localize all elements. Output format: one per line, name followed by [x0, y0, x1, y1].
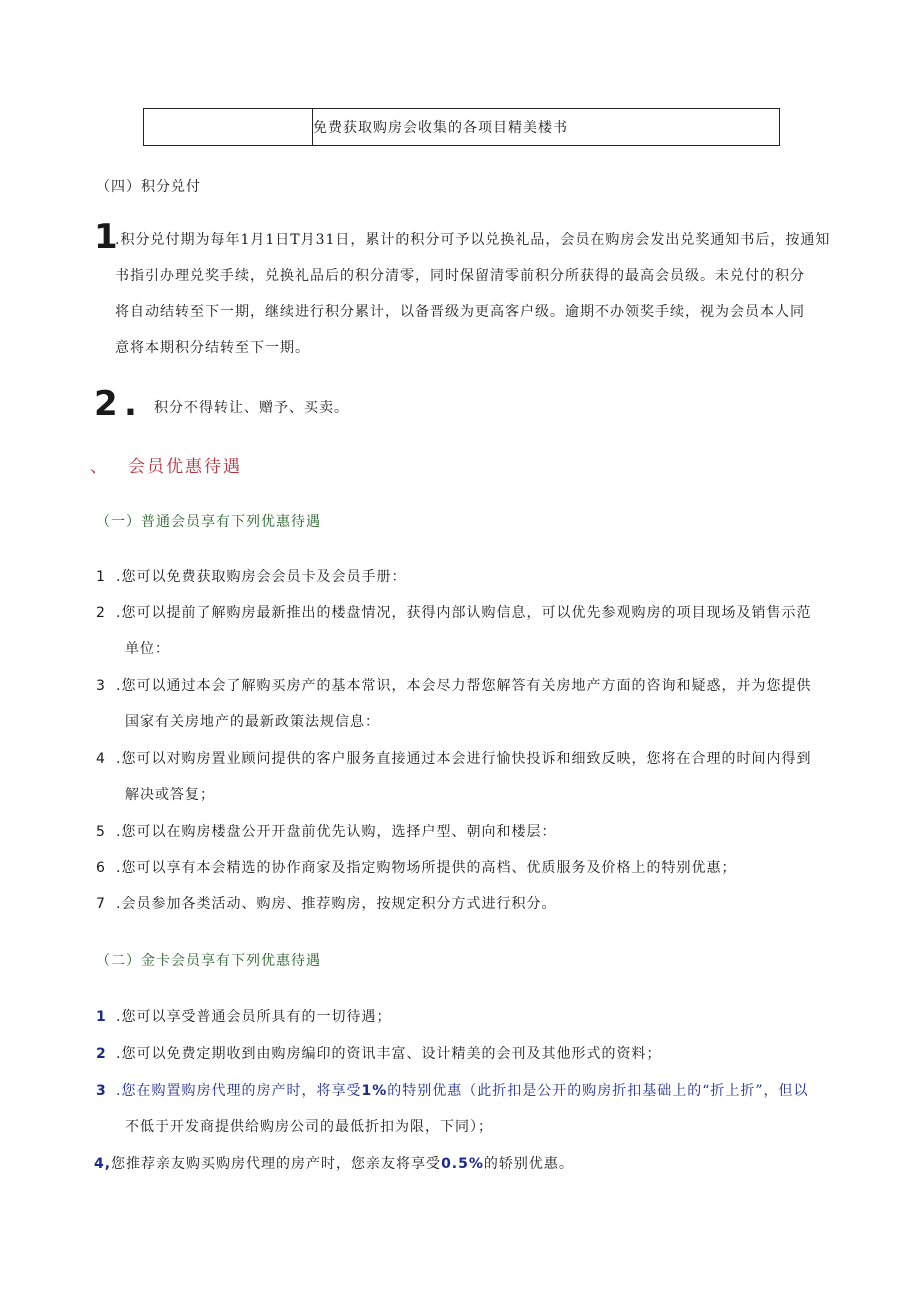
item-text-pre: .您在购置购房代理的房产时，将享受 [116, 1083, 362, 1099]
top-table [143, 108, 780, 146]
item-number-2-dot: . [124, 384, 137, 424]
gold-member-title: （二）金卡会员享有下列优惠待遇 [96, 953, 321, 969]
points-redemption-paragraph [115, 222, 855, 366]
points-no-transfer-text: 积分不得转让、赠予、买卖。 [154, 400, 349, 416]
benefits-heading: 会员优惠待遇 [128, 457, 242, 477]
item-number: 2 [96, 1046, 107, 1062]
paragraph-line: 将自动结转至下一期，继续进行积分累计，以备晋级为更高客户级。逾期不办领奖手续，视为会员本人同 [115, 304, 805, 320]
item-text: .您可以提前了解购房最新推出的楼盘情况，获得内部认购信息，可以优先参观购房的项目现场及销售示范 [116, 605, 812, 621]
normal-benefit-item-2-cont: 单位： [125, 641, 170, 657]
item-text: .您可以免费定期收到由购房编印的资讯丰富、设计精美的会刊及其他形式的资料； [116, 1046, 662, 1062]
item-text-pre: 您推荐亲友购买购房代理的房产时，您亲友将享受 [111, 1156, 442, 1172]
item-number: 5 [96, 824, 106, 840]
normal-benefit-item-3-cont: 国家有关房地产的最新政策法规信息： [125, 714, 380, 730]
normal-benefit-item-7 [96, 893, 556, 913]
normal-benefit-item-4-cont: 解决或答复； [125, 787, 215, 803]
item-text: .您可以免费获取购房会会员卡及会员手册： [116, 569, 407, 585]
normal-benefit-item-3 [96, 675, 811, 695]
gold-benefit-item-3 [96, 1080, 809, 1100]
item-number: 2 [96, 605, 106, 621]
normal-benefit-item-6 [96, 857, 736, 877]
gold-benefit-item-4 [94, 1153, 574, 1173]
discount-percent: 1% [361, 1083, 388, 1099]
item-number: 3 [96, 1083, 107, 1099]
item-number-1: 1 [94, 217, 118, 257]
normal-member-title: （一）普通会员享有下列优惠待遇 [96, 514, 321, 530]
item-number: 7 [96, 896, 106, 912]
item-text-post: 的特别优惠（此折扣是公开的购房折扣基础上的“折上折”，但以 [387, 1083, 809, 1099]
benefits-bullet: 、 [90, 457, 109, 477]
item-text: .您可以享受普通会员所具有的一切待遇； [116, 1009, 392, 1025]
item-text: .会员参加各类活动、购房、推荐购房，按规定积分方式进行积分。 [116, 896, 557, 912]
normal-benefit-item-4 [96, 748, 811, 768]
item-number: 1 [96, 1009, 107, 1025]
gold-benefit-item-1 [96, 1006, 391, 1026]
item-number-2: 2 [94, 384, 118, 424]
table-text-cell: 免费获取购房会收集的各项目精美楼书 [313, 120, 568, 136]
item-number: 1 [96, 569, 106, 585]
paragraph-line: 意将本期积分结转至下一期。 [115, 340, 310, 356]
gold-benefit-item-3-cont: 不低于开发商提供给购房公司的最低折扣为限，下同）； [125, 1119, 493, 1135]
item-text-post: 的轿别优惠。 [483, 1156, 574, 1172]
item-text: .您可以通过本会了解购买房产的基本常识，本会尽力帮您解答有关房地产方面的咨询和疑惑，并为您提供 [116, 678, 812, 694]
normal-benefit-item-2 [96, 602, 811, 622]
item-text: .您可以享有本会精选的协作商家及指定购物场所提供的高档、优质服务及价格上的特别优惠； [116, 860, 737, 876]
item-number: 6 [96, 860, 106, 876]
item-text: .您可以对购房置业顾问提供的客户服务直接通过本会进行愉快投诉和细致反映，您将在合理的时间内得到 [116, 751, 812, 767]
item-number: 4 [96, 751, 106, 767]
paragraph-line: .积分兑付期为每年1月1日T月31日，累计的积分可予以兑换礼品，会员在购房会发出兑奖通知书后，按通知 [115, 232, 831, 248]
item-number: 3 [96, 678, 106, 694]
item-text: .您可以在购房楼盘公开开盘前优先认购，选择户型、朝向和楼层： [116, 824, 557, 840]
normal-benefit-item-1 [96, 566, 406, 586]
gold-benefit-item-2 [96, 1043, 661, 1063]
item-number: 4, [94, 1156, 112, 1172]
paragraph-line: 书指引办理兑奖手续，兑换礼品后的积分清零，同时保留清零前积分所获得的最高会员级。未兑付的积分 [115, 268, 805, 284]
table-empty-cell [144, 109, 313, 145]
normal-benefit-item-5 [96, 821, 556, 841]
referral-percent: 0.5% [441, 1156, 484, 1172]
section-title-points-redemption: （四）积分兑付 [96, 179, 201, 195]
